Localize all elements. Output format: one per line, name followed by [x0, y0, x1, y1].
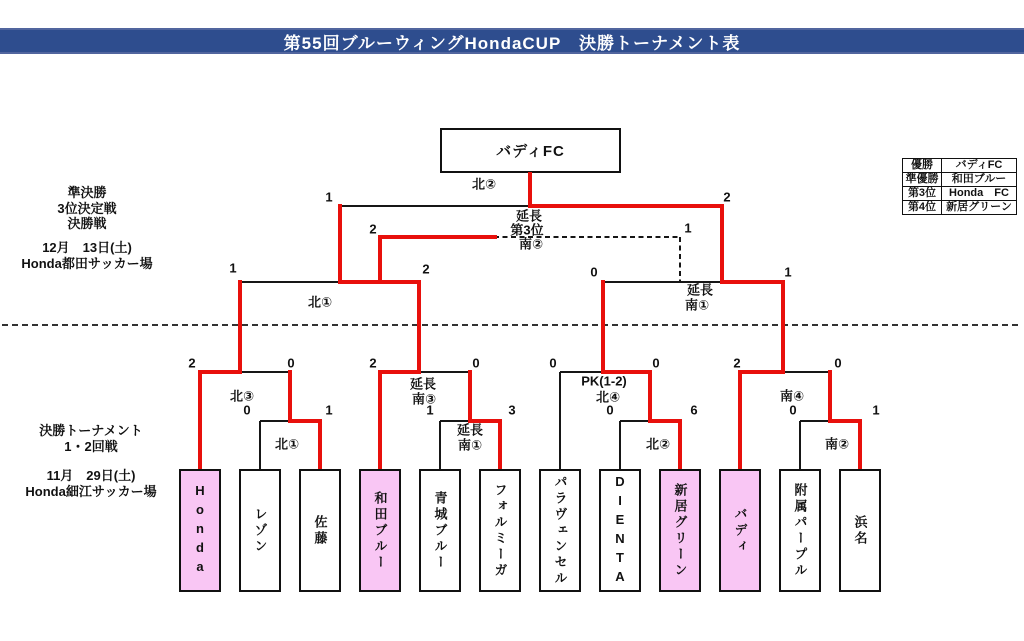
- match-label: 北①: [307, 294, 333, 310]
- score: 2: [188, 355, 196, 371]
- team-box: フォルミーガ: [479, 469, 521, 592]
- team-box: Honda: [179, 469, 221, 592]
- match-label-extra: 延長: [409, 376, 437, 392]
- match-label: 南①: [457, 437, 483, 453]
- team-box: パラヴェンセル: [539, 469, 581, 592]
- score: 1: [229, 260, 237, 276]
- team-cell: 新居グリーン: [942, 201, 1017, 215]
- score: 1: [784, 264, 792, 280]
- team-box: 新居グリーン: [659, 469, 701, 592]
- match-label: 南①: [684, 297, 710, 313]
- score: 0: [472, 355, 480, 371]
- score: 2: [369, 355, 377, 371]
- match-label-extra: 延長: [456, 422, 484, 438]
- schedule-first-day-rounds: 決勝トーナメント 1・2回戦: [39, 423, 143, 454]
- score: 6: [690, 402, 698, 418]
- score: 0: [834, 355, 842, 371]
- match-label: 北②: [645, 436, 671, 452]
- score: 0: [549, 355, 557, 371]
- match-label: 北④: [595, 389, 621, 405]
- team-box: DIENTA: [599, 469, 641, 592]
- match-label: 南②: [824, 436, 850, 452]
- rank-cell: 優勝: [903, 159, 942, 173]
- schedule-first-day-date: 11月 29日(土) Honda細江サッカー場: [25, 468, 157, 499]
- score: 0: [287, 355, 295, 371]
- match-label: 北②: [471, 176, 497, 192]
- score: 0: [590, 264, 598, 280]
- match-label-extra: 延長: [686, 282, 714, 298]
- score: 1: [872, 402, 880, 418]
- team-box: 浜名: [839, 469, 881, 592]
- bracket-lines-black: [2, 206, 1022, 469]
- score: 2: [369, 221, 377, 237]
- score: 2: [422, 261, 430, 277]
- match-label: 南③: [411, 391, 437, 407]
- schedule-final-day-rounds: 準決勝 3位決定戦 決勝戦: [57, 185, 117, 231]
- score: 1: [325, 402, 333, 418]
- team-cell: Honda FC: [942, 187, 1017, 201]
- match-label-extra: 延長: [515, 208, 543, 224]
- score: 2: [723, 189, 731, 205]
- champion-box: バディFC: [440, 128, 621, 173]
- team-box: 和田ブルー: [359, 469, 401, 592]
- match-label-extra: PK(1-2): [581, 373, 627, 389]
- schedule-final-day-date: 12月 13日(土) Honda都田サッカー場: [21, 240, 153, 271]
- score: 3: [508, 402, 516, 418]
- team-box: バディ: [719, 469, 761, 592]
- team-box: 青城ブルー: [419, 469, 461, 592]
- score: 0: [606, 402, 614, 418]
- score: 0: [789, 402, 797, 418]
- team-cell: バディFC: [942, 159, 1017, 173]
- score: 1: [426, 402, 434, 418]
- score: 1: [325, 189, 333, 205]
- team-cell: 和田ブルー: [942, 173, 1017, 187]
- match-label: 北③: [229, 388, 255, 404]
- rank-cell: 第3位: [903, 187, 942, 201]
- score: 2: [733, 355, 741, 371]
- match-label: 北①: [274, 436, 300, 452]
- team-box: レゾン: [239, 469, 281, 592]
- match-label: 南④: [779, 388, 805, 404]
- team-box: 附属パープル: [779, 469, 821, 592]
- match-label: 南②: [518, 236, 544, 252]
- rank-cell: 第4位: [903, 201, 942, 215]
- score: 0: [652, 355, 660, 371]
- match-label: 第3位: [510, 222, 544, 238]
- team-box: 佐藤: [299, 469, 341, 592]
- score: 1: [684, 220, 692, 236]
- score: 0: [243, 402, 251, 418]
- rank-cell: 準優勝: [903, 173, 942, 187]
- page-title: 第55回ブルーウィングHondaCUP 決勝トーナメント表: [283, 33, 741, 53]
